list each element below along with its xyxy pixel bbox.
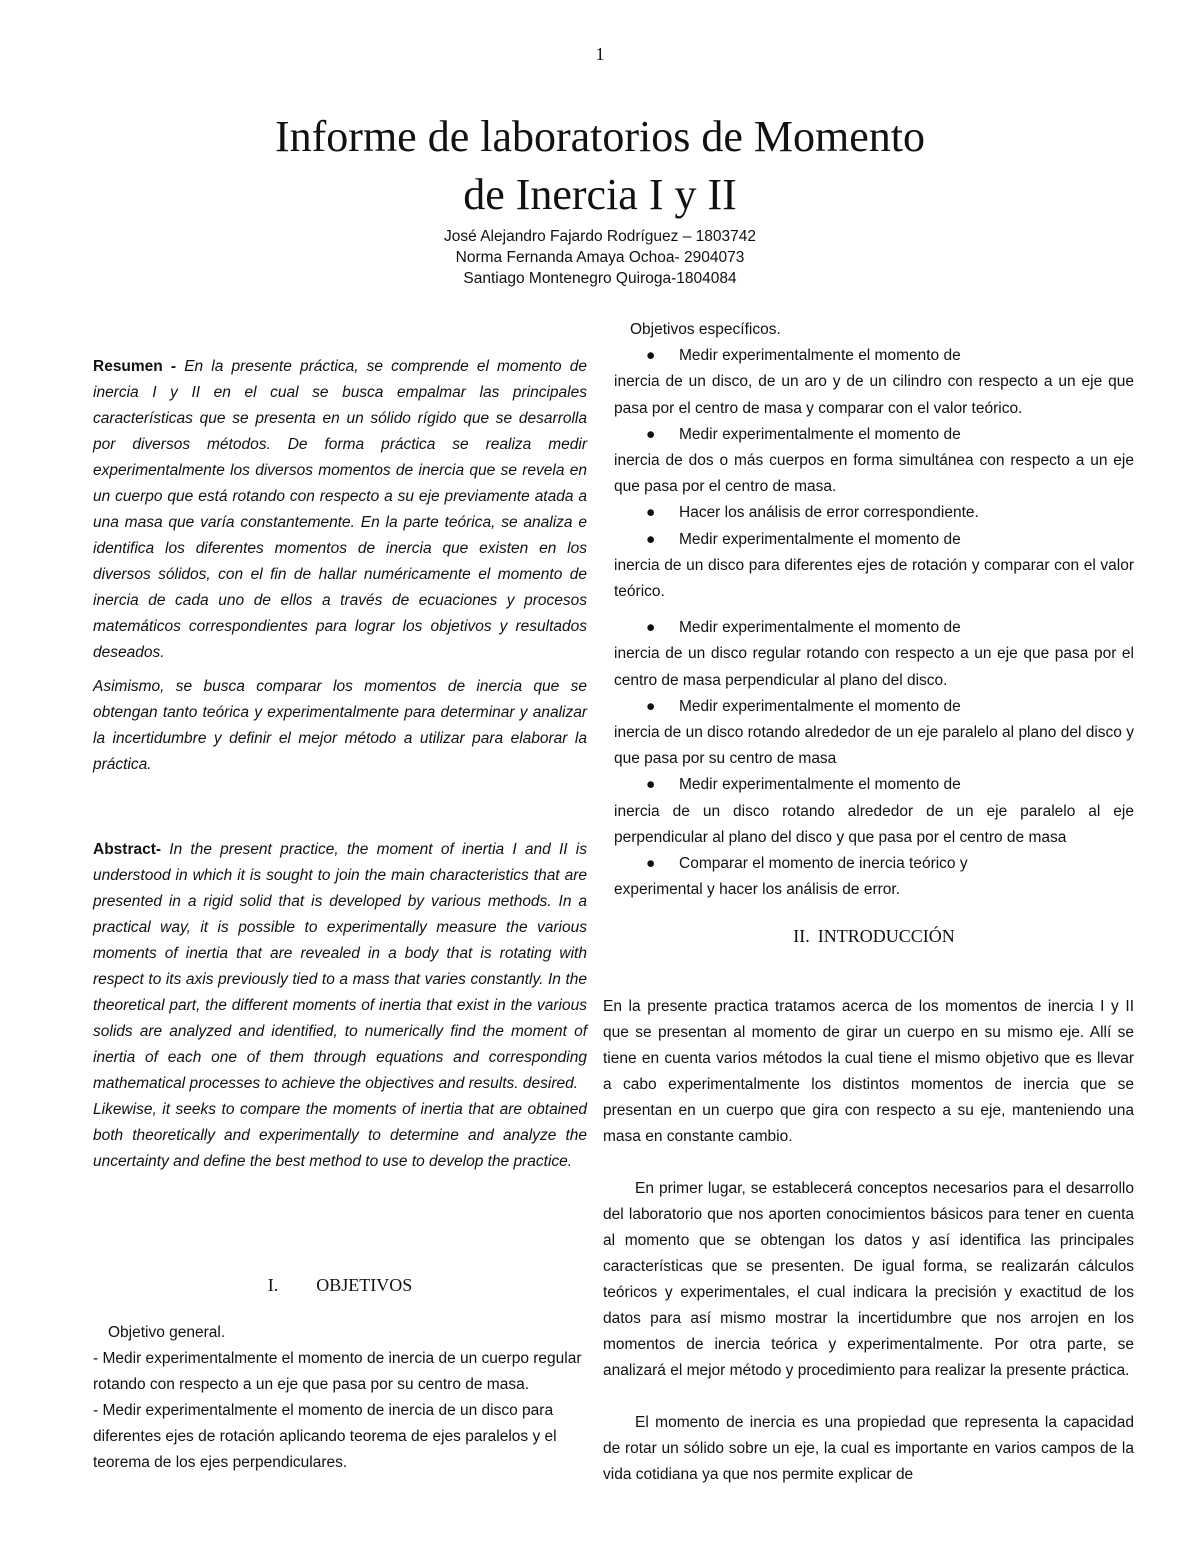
section-title: INTRODUCCIÓN <box>817 926 955 946</box>
page-number: 1 <box>595 44 605 64</box>
introduccion-paragraph-2: En primer lugar, se establecerá conceptos necesarios para el desarrollo del laboratorio que nos aporten conocimientos básicos para tener en cuenta al momento que se obtengan los datos y así identifica las principales características que se presenten. De igual forma, se realizarán cálculos teóricos y experimentales, el cual indicara la precisión y exactitud de los datos para así mismo mostrar la incertidumbre que nos arrojen en los momentos de inercia teórica y experimentalmente. Por otra parte, se analizará el mejor método y procedimiento para realizar la presente práctica. <box>603 1180 1134 1379</box>
objetivo-item-first-line: Medir experimentalmente el momento de <box>679 425 961 443</box>
objetivo-item-first-line: Medir experimentalmente el momento de <box>679 347 961 365</box>
introduccion-paragraph-1: En la presente practica tratamos acerca de los momentos de inercia I y II que se presentan al momento de girar un cuerpo en su mismo eje. Allí se tiene en cuenta varios métodos la cual tiene el mismo objetivo que es llevar a cabo experimentalmente los distintos momentos de inercia que se presentan en un cuerpo que gira con respecto a su eje, manteniendo una masa en constante cambio. <box>603 998 1134 1145</box>
objetivo-item-first-line: Medir experimentalmente el momento de <box>679 776 961 794</box>
section-title: OBJETIVOS <box>316 1275 413 1295</box>
bullet-icon: ● <box>646 855 656 873</box>
objetivo-general-item-2: - Medir experimentalmente el momento de inercia de un disco para diferentes ejes de rotación aplicando teorema de ejes paralelos y el teorema de los ejes perpendiculares. <box>93 1402 557 1471</box>
author-3: Santiago Montenegro Quiroga-1804084 <box>463 270 737 287</box>
objetivo-item-rest: inercia de un disco regular rotando con respecto a un eje que pasa por el centro de masa perpendicular al plano del disco. <box>614 645 1134 689</box>
bullet-icon: ● <box>646 697 656 715</box>
section-heading-introduccion <box>614 926 1134 947</box>
introduccion-paragraph-3: El momento de inercia es una propiedad que representa la capacidad de rotar un sólido sobre un eje, la cual es importante en varios campos de la vida cotidiana ya que nos permite explicar de <box>603 1414 1134 1483</box>
abstract-section <box>93 837 587 1175</box>
objetivo-item-first-line: Comparar el momento de inercia teórico y <box>679 855 968 873</box>
resumen-paragraph-1 <box>93 354 587 666</box>
objetivo-item <box>614 500 1134 526</box>
objetivo-item <box>614 527 1134 606</box>
objetivo-item-rest: inercia de un disco, de un aro y de un cilindro con respecto a un eje que pasa por el centro de masa y comparar con el valor teórico. <box>614 373 1134 417</box>
title-line-2: de Inercia I y II <box>463 170 737 219</box>
abstract-paragraph-2: Likewise, it seeks to compare the moments of inertia that are obtained both theoretically and experimentally to determine and analyze the uncertainty and define the best method to use to develop the practice. <box>93 1101 587 1170</box>
objetivo-item-first-line: Hacer los análisis de error correspondiente. <box>679 504 979 522</box>
objetivo-item-rest: inercia de un disco rotando alrededor de un eje paralelo al eje perpendicular al plano del disco y que pasa por el centro de masa <box>614 802 1134 846</box>
author-1: José Alejandro Fajardo Rodríguez – 1803742 <box>444 228 756 245</box>
objetivo-item <box>614 694 1134 773</box>
resumen-text-1: En la presente práctica, se comprende el momento de inercia I y II en el cual se busca empalmar las principales características que se presenta en un sólido rígido que se desarrolla por diversos métodos. De forma práctica se realiza medir experimentalmente los diversos momentos de inercia que se revela en un cuerpo que está rotando con respecto a su eje previamente atada a una masa que varía constantemente. En la parte teórica, se analiza e identifica los diferentes momentos de inercia que existen en los diversos sólidos, con el fin de hallar numéricamente el momento de inercia de cada uno de ellos a través de ecuaciones y procesos matemáticos correspondientes para lograr los objetivos y resultados deseados. <box>93 358 587 661</box>
objetivo-item-rest: inercia de un disco para diferentes ejes de rotación y comparar con el valor teórico. <box>614 556 1134 601</box>
bullet-icon: ● <box>646 776 656 794</box>
objetivo-item-rest: inercia de un disco rotando alrededor de un eje paralelo al plano del disco y que pasa por su centro de masa <box>614 724 1134 768</box>
bullet-icon: ● <box>646 504 656 522</box>
title-line-1: Informe de laboratorios de Momento <box>274 112 926 161</box>
objetivo-item <box>614 851 1134 903</box>
objetivo-item-first-line: Medir experimentalmente el momento de <box>679 697 961 715</box>
objetivo-item <box>614 772 1134 851</box>
bullet-icon: ● <box>646 530 656 548</box>
introduccion-section <box>603 994 1134 1488</box>
objetivo-general-section <box>93 1320 587 1476</box>
resumen-paragraph-2: Asimismo, se busca comparar los momentos de inercia que se obtengan tanto teórica y experimentalmente para determinar y analizar la incertidumbre y definir el mejor método a utilizar para elaborar la práctica. <box>93 678 587 773</box>
objetivos-especificos-section <box>614 317 1134 903</box>
section-number: II. <box>793 926 810 946</box>
objetivo-item <box>614 343 1134 422</box>
section-heading-objetivos <box>93 1275 587 1296</box>
author-2: Norma Fernanda Amaya Ochoa- 2904073 <box>455 249 745 266</box>
objetivo-item-first-line: Medir experimentalmente el momento de <box>679 619 961 637</box>
objetivo-item-rest: inercia de dos o más cuerpos en forma simultánea con respecto a un eje que pasa por el centro de masa. <box>614 452 1134 496</box>
objetivo-item <box>614 422 1134 501</box>
abstract-paragraph-1 <box>93 837 587 1097</box>
objetivo-item <box>614 615 1134 694</box>
resumen-section <box>93 354 587 778</box>
bullet-icon: ● <box>646 347 656 365</box>
objetivo-general-heading: Objetivo general. <box>108 1324 226 1341</box>
bullet-icon: ● <box>646 619 656 637</box>
objetivo-general-item-1: - Medir experimentalmente el momento de inercia de un cuerpo regular rotando con respecto a un eje que pasa por su centro de masa. <box>93 1350 582 1393</box>
objetivos-especificos-heading: Objetivos específicos. <box>630 321 781 338</box>
bullet-icon: ● <box>646 425 656 443</box>
objetivo-item-first-line: Medir experimentalmente el momento de <box>679 530 961 548</box>
resumen-label: Resumen - <box>93 358 177 375</box>
author-list <box>0 226 1200 289</box>
abstract-label: Abstract- <box>93 841 162 858</box>
abstract-text-1: In the present practice, the moment of inertia I and II is understood in which it is sought to join the main characteristics that are presented in a rigid solid that is developed by various methods. In a practical way, it is possible to experimentally measure the various moments of inertia that are revealed in a body that is rotating with respect to its axis previously tied to a mass that varies constantly. In the theoretical part, the different moments of inertia that exist in the various solids are analyzed and identified, to numerically find the moment of inertia of each one of them through equations and corresponding mathematical processes to achieve the objectives and results. desired. <box>93 841 587 1092</box>
section-number: I. <box>267 1275 279 1295</box>
objetivo-item-rest: experimental y hacer los análisis de error. <box>614 881 901 899</box>
document-title <box>0 108 1200 224</box>
